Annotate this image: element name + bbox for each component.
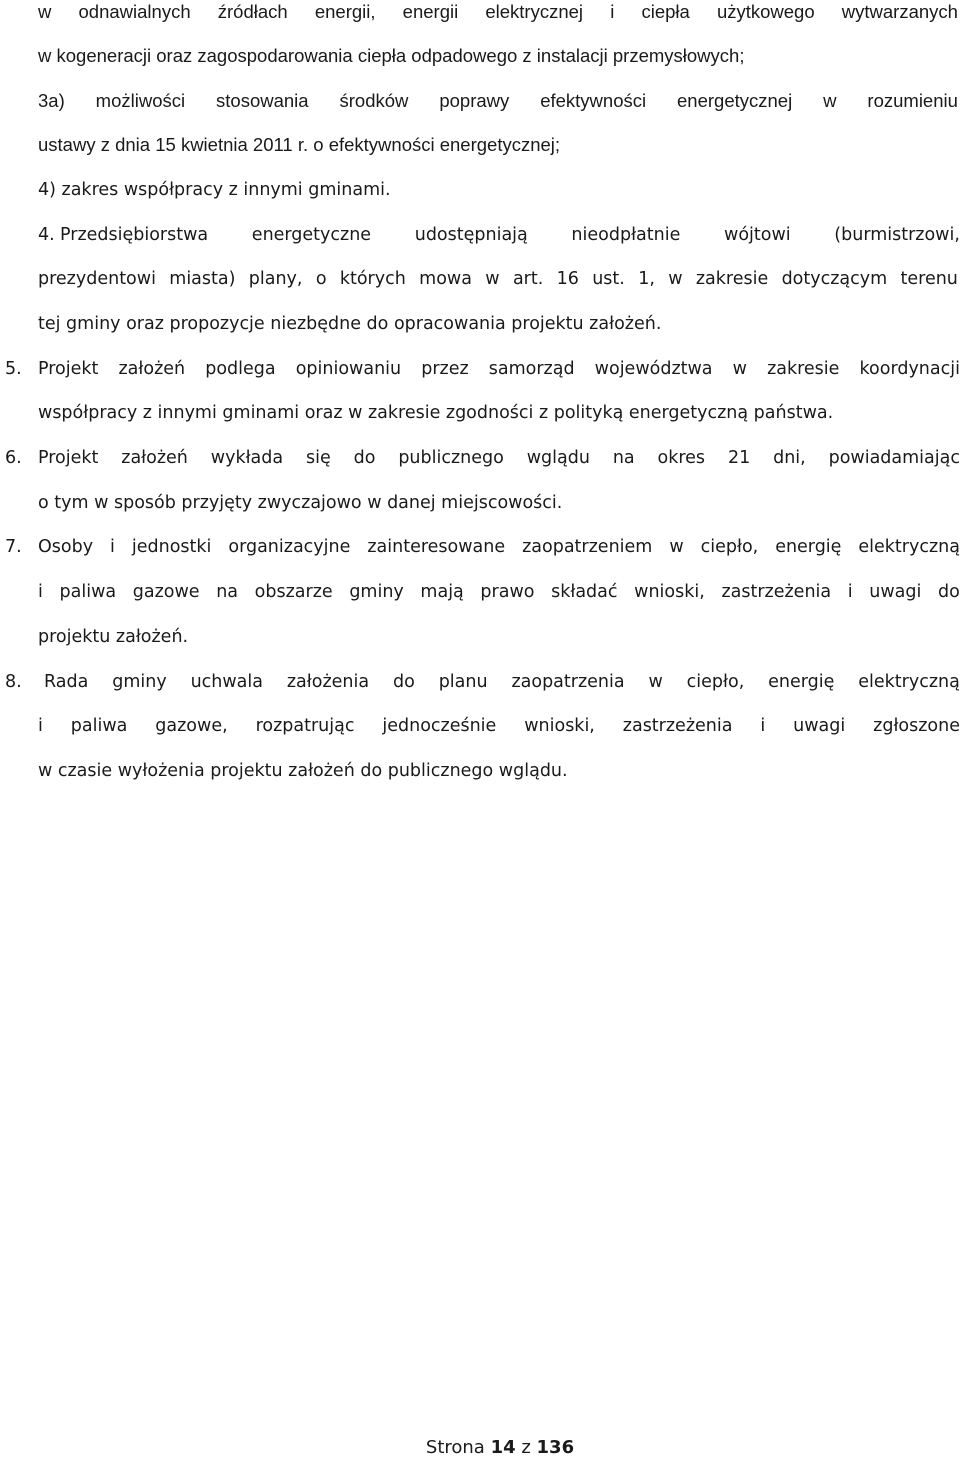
text-line — [44, 670, 960, 694]
text-line — [38, 267, 958, 291]
footer-prefix: Strona — [425, 1437, 491, 1458]
word: zainteresowane — [367, 537, 506, 557]
word: Przedsiębiorstwa — [60, 225, 209, 245]
word: energetyczne — [251, 225, 372, 245]
text-line: ustawy z dnia 15 kwietnia 2011 r. o efektywności energetycznej; — [38, 134, 561, 155]
text-line — [38, 446, 960, 470]
word: elektryczną — [858, 672, 960, 692]
word: energii — [402, 1, 459, 22]
word: zakresie — [767, 359, 840, 379]
word: poprawy — [439, 90, 510, 111]
word: wglądu — [526, 448, 590, 468]
word: wnioski, — [524, 716, 595, 736]
word: Osoby — [38, 537, 94, 557]
word: i — [610, 1, 615, 22]
word: wnioski, — [634, 582, 705, 602]
section-number: 8. — [5, 672, 22, 692]
word: nieodpłatnie — [571, 225, 681, 245]
word: rozumieniu — [867, 90, 958, 111]
section-number: 5. — [5, 359, 22, 379]
text-line: o tym w sposób przyjęty zwyczajowo w danej miejscowości. — [38, 493, 563, 513]
text-line: tej gminy oraz propozycje niezbędne do opracowania projektu założeń. — [38, 314, 662, 334]
text-line — [38, 580, 960, 604]
word: okres — [657, 448, 706, 468]
word: energii, — [314, 1, 376, 22]
word: udostępniają — [414, 225, 528, 245]
text-line — [60, 223, 960, 247]
word: samorząd — [488, 359, 575, 379]
section-number: 4. — [38, 225, 55, 245]
word: zaopatrzenia — [511, 672, 625, 692]
word: (burmistrzowi, — [834, 225, 960, 245]
word: dotyczącym — [781, 269, 888, 289]
section-number: 6. — [5, 448, 22, 468]
word: w — [485, 269, 500, 289]
word: na — [612, 448, 635, 468]
word: terenu — [900, 269, 958, 289]
word: których — [339, 269, 406, 289]
word: do — [353, 448, 376, 468]
word: 21 — [727, 448, 751, 468]
word: do — [938, 582, 960, 602]
word: wytwarzanych — [841, 1, 958, 22]
word: planu — [438, 672, 488, 692]
word: w — [38, 1, 52, 22]
word: gazowe, — [155, 716, 228, 736]
word: w — [668, 269, 683, 289]
word: elektrycznej — [485, 1, 584, 22]
word: mają — [420, 582, 464, 602]
word: podlega — [205, 359, 276, 379]
word: energię — [775, 537, 842, 557]
word: prezydentowi — [38, 269, 156, 289]
word: koordynacji — [859, 359, 960, 379]
word: ust. — [592, 269, 625, 289]
word: efektywności — [540, 90, 647, 111]
word: założeń — [121, 448, 188, 468]
word: Rada — [44, 672, 89, 692]
word: powiadamiając — [828, 448, 960, 468]
word: użytkowego — [716, 1, 815, 22]
word: i — [38, 582, 43, 602]
word: w — [648, 672, 663, 692]
word: prawo — [480, 582, 535, 602]
word: 1, — [638, 269, 655, 289]
word: Projekt — [38, 448, 99, 468]
word: w — [732, 359, 747, 379]
word: możliwości — [95, 90, 186, 111]
word: w — [669, 537, 684, 557]
word: mowa — [419, 269, 472, 289]
word: składać — [551, 582, 618, 602]
word: uwagi — [869, 582, 922, 602]
word: paliwa — [70, 716, 128, 736]
word: i — [38, 716, 43, 736]
word: gminy — [112, 672, 167, 692]
word: elektryczną — [858, 537, 960, 557]
word: przez — [421, 359, 469, 379]
word: województwa — [594, 359, 713, 379]
word: ciepło, — [686, 672, 745, 692]
text-line — [38, 535, 960, 559]
text-line: w czasie wyłożenia projektu założeń do publicznego wglądu. — [38, 761, 568, 781]
text-line: współpracy z innymi gminami oraz w zakresie zgodności z polityką energetyczną państwa. — [38, 403, 834, 423]
word: energetycznej — [677, 90, 793, 111]
section-number: 7. — [5, 537, 22, 557]
word: założenia — [286, 672, 370, 692]
word: zakresie — [695, 269, 769, 289]
word: wójtowi — [724, 225, 791, 245]
text-line — [38, 357, 960, 381]
word: 16 — [556, 269, 579, 289]
word: zastrzeżenia — [622, 716, 733, 736]
word: na — [216, 582, 239, 602]
footer-total-pages: 136 — [536, 1437, 575, 1458]
word: miasta) — [169, 269, 236, 289]
word: wykłada — [210, 448, 284, 468]
word: gminy — [349, 582, 404, 602]
word: energię — [768, 672, 835, 692]
word: o — [315, 269, 327, 289]
text-line: projektu założeń. — [38, 627, 189, 647]
word: i — [760, 716, 766, 736]
text-line: w kogeneracji oraz zagospodarowania ciepła odpadowego z instalacji przemysłowych; — [38, 45, 745, 66]
word: źródłach — [217, 1, 288, 22]
word: gazowe — [132, 582, 200, 602]
word: publicznego — [398, 448, 504, 468]
word: odnawialnych — [78, 1, 191, 22]
word: założeń — [118, 359, 186, 379]
word: paliwa — [59, 582, 117, 602]
text-line — [38, 0, 958, 24]
word: plany, — [248, 269, 303, 289]
word: i — [847, 582, 853, 602]
page-footer — [0, 1437, 960, 1458]
word: uchwala — [190, 672, 263, 692]
text-line — [38, 89, 958, 113]
word: uwagi — [793, 716, 846, 736]
word: dni, — [773, 448, 806, 468]
word: stosowania — [216, 90, 309, 111]
word: organizacyjne — [228, 537, 351, 557]
word: zgłoszone — [873, 716, 960, 736]
footer-middle: z — [515, 1437, 537, 1458]
word: się — [306, 448, 331, 468]
word: 3a) — [38, 90, 65, 111]
word: środków — [339, 90, 409, 111]
word: w — [823, 90, 837, 111]
word: jednocześnie — [382, 716, 497, 736]
word: jednostki — [131, 537, 212, 557]
word: opiniowaniu — [295, 359, 402, 379]
footer-current-page: 14 — [490, 1437, 516, 1458]
word: ciepło, — [700, 537, 759, 557]
text-line: 4) zakres współpracy z innymi gminami. — [38, 180, 391, 200]
word: rozpatrując — [255, 716, 355, 736]
text-line — [38, 714, 960, 738]
word: ciepła — [641, 1, 690, 22]
word: zastrzeżenia — [721, 582, 832, 602]
word: zaopatrzeniem — [522, 537, 653, 557]
word: obszarze — [254, 582, 333, 602]
word: i — [110, 537, 115, 557]
word: art. — [512, 269, 544, 289]
word: Projekt — [38, 359, 99, 379]
word: do — [392, 672, 415, 692]
